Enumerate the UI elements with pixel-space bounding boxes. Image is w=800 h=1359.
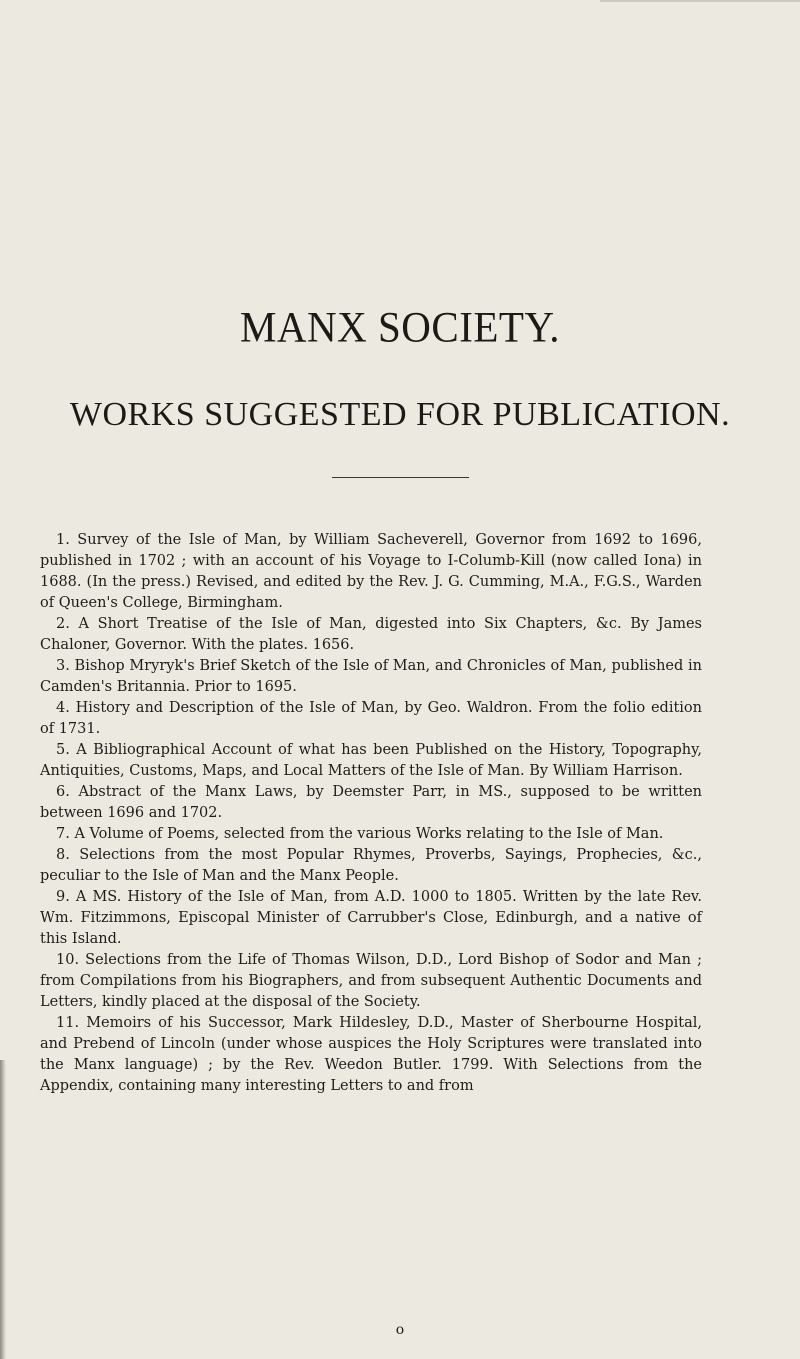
- page-edge-mark: [600, 0, 800, 2]
- section-subtitle: WORKS SUGGESTED FOR PUBLICATION.: [69, 396, 731, 433]
- list-item: 3. Bishop Mryryk's Brief Sketch of the Isle of Man, and Chronicles of Man, published in Camden's Britannia. Prior to 1695.: [40, 658, 702, 695]
- list-item: 8. Selections from the most Popular Rhymes, Proverbs, Sayings, Prophecies, &c., peculiar to the Isle of Man and the Manx People.: [40, 847, 702, 884]
- list-item: 1. Survey of the Isle of Man, by William Sacheverell, Governor from 1692 to 1696, published in 1702 ; with an account of his Voyage to I-Columb-Kill (now called Iona) in 1688. (In the press.) Revised, and edited by the Rev. J. G. Cumming, M.A., F.G.S., Warden of Queen's College, Birmingham.: [40, 532, 702, 611]
- list-item: 7. A Volume of Poems, selected from the various Works relating to the Isle of Man.: [56, 826, 664, 842]
- list-item: 11. Memoirs of his Successor, Mark Hildesley, D.D., Master of Sherbourne Hospital, and Prebend of Lincoln (under whose auspices the Holy Scriptures were translated into the Manx language) ; by the Rev. Weedon Butler. 1799. With Selections from the Appendix, containing many interesting Letters to and from: [40, 1015, 702, 1094]
- list-item: 6. Abstract of the Manx Laws, by Deemster Parr, in MS., supposed to be written between 1696 and 1702.: [40, 784, 702, 821]
- list-item: 9. A MS. History of the Isle of Man, from A.D. 1000 to 1805. Written by the late Rev. Wm. Fitzimmons, Episcopal Minister of Carrubber's Close, Edinburgh, and a native of this Island.: [40, 889, 702, 947]
- list-item: 5. A Bibliographical Account of what has been Published on the History, Topography, Antiquities, Customs, Maps, and Local Matters of the Isle of Man. By William Harrison.: [40, 742, 702, 779]
- binding-shadow: [0, 1060, 6, 1359]
- society-title: MANX SOCIETY.: [239, 302, 561, 352]
- list-item: 4. History and Description of the Isle of Man, by Geo. Waldron. From the folio edition of 1731.: [40, 700, 702, 737]
- signature-mark: o: [395, 1322, 405, 1338]
- works-list: [40, 530, 702, 1097]
- divider-rule: [332, 477, 469, 478]
- list-item: 10. Selections from the Life of Thomas Wilson, D.D., Lord Bishop of Sodor and Man ; from Compilations from his Biographers, and from subsequent Authentic Documents and Letters, kindly placed at the disposal of the Society.: [40, 952, 702, 1010]
- list-item: 2. A Short Treatise of the Isle of Man, digested into Six Chapters, &c. By James Chaloner, Governor. With the plates. 1656.: [40, 616, 702, 653]
